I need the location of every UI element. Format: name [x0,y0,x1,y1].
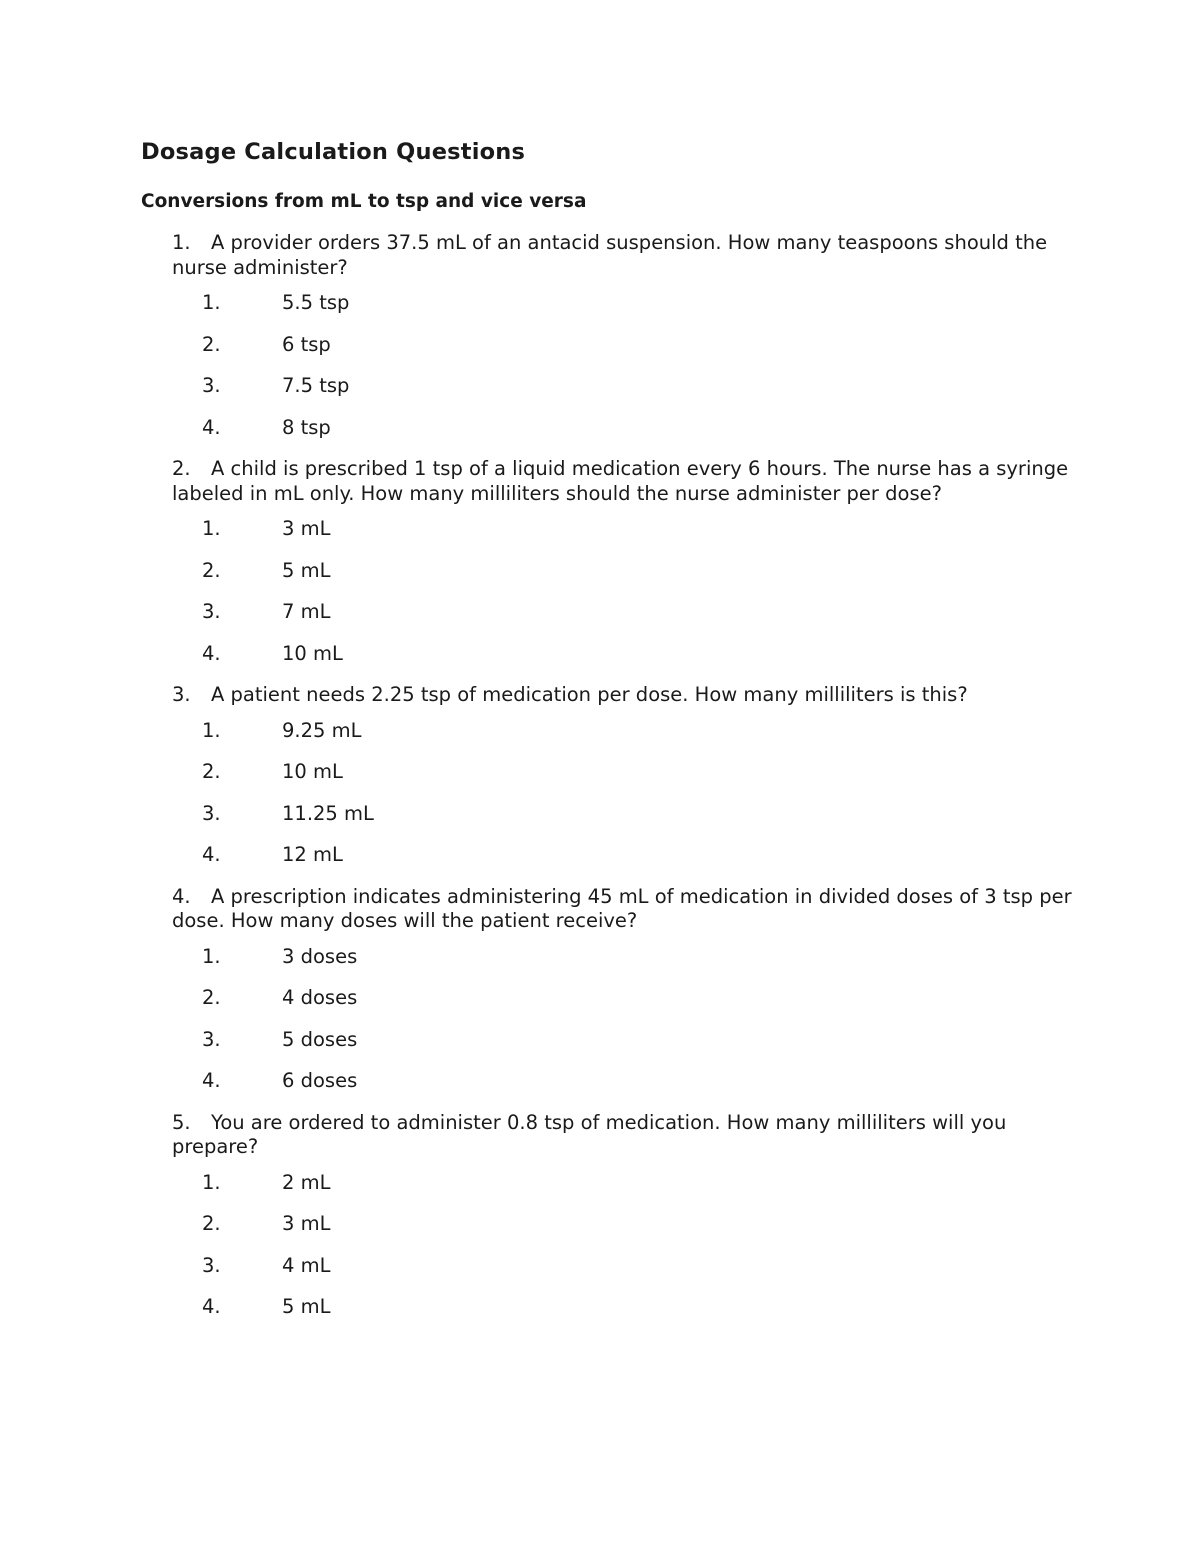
option-text: 8 tsp [282,415,331,439]
option-number: 3. [202,801,221,825]
option-text: 7 mL [282,600,331,623]
question-body: A provider orders 37.5 mL of an antacid suspension. How many teaspoons should the nurse administer? [172,231,1048,279]
answer-option [172,642,1072,667]
option-text: 5 doses [282,1027,358,1051]
question-number: 2. [172,457,191,480]
option-text: 10 mL [282,760,343,783]
option-text: 10 mL [282,641,343,665]
question-1 [172,231,1072,440]
question-number: 1. [172,231,191,254]
answer-option [172,517,1072,542]
option-number: 2. [202,332,221,356]
option-text: 5.5 tsp [282,291,350,314]
answer-option [172,333,1072,358]
option-number: 4. [202,1295,221,1318]
answer-option [172,802,1072,827]
answer-option [172,291,1072,316]
option-number: 3. [202,600,221,623]
answer-options [172,945,1072,1094]
option-text: 6 tsp [282,332,331,356]
option-number: 2. [202,1212,221,1235]
option-number: 1. [202,291,221,314]
option-text: 2 mL [282,1170,331,1194]
question-text [172,231,1072,280]
document-title: Dosage Calculation Questions [141,139,526,165]
section-heading: Conversions from mL to tsp and vice versa [141,191,587,212]
option-number: 4. [202,843,221,866]
answer-option [172,843,1072,868]
option-number: 4. [202,641,221,665]
option-text: 7.5 tsp [282,374,350,397]
question-list [172,231,1072,1337]
option-text: 9.25 mL [282,718,362,742]
answer-option [172,1212,1072,1237]
option-number: 4. [202,1069,221,1092]
option-text: 5 mL [282,558,331,582]
option-number: 3. [202,1027,221,1051]
option-number: 3. [202,374,221,397]
option-text: 3 doses [282,944,358,968]
option-text: 5 mL [282,1295,331,1318]
question-number: 5. [172,1110,191,1134]
question-text [172,1111,1072,1160]
question-body: You are ordered to administer 0.8 tsp of medication. How many milliliters will you prepare? [172,1110,1007,1158]
option-number: 4. [202,415,221,439]
answer-options [172,1171,1072,1320]
answer-option [172,1295,1072,1320]
answer-option [172,1028,1072,1053]
question-body: A patient needs 2.25 tsp of medication per dose. How many milliliters is this? [211,683,968,706]
option-text: 3 mL [282,1212,331,1235]
option-number: 2. [202,558,221,582]
question-body: A child is prescribed 1 tsp of a liquid medication every 6 hours. The nurse has a syringe labeled in mL only. How many milliliters should the nurse administer per dose? [172,457,1069,505]
question-2 [172,457,1072,666]
answer-option [172,416,1072,441]
option-number: 1. [202,944,221,968]
answer-option [172,600,1072,625]
option-number: 1. [202,1170,221,1194]
option-number: 1. [202,517,221,540]
answer-option [172,760,1072,785]
answer-option [172,945,1072,970]
question-text [172,683,1072,708]
answer-option [172,1069,1072,1094]
option-text: 4 mL [282,1253,331,1277]
answer-option [172,1171,1072,1196]
option-text: 11.25 mL [282,801,374,825]
question-body: A prescription indicates administering 45 mL of medication in divided doses of 3 tsp per dose. How many doses will the patient receive? [172,884,1072,932]
answer-options [172,291,1072,440]
question-text [172,885,1072,934]
answer-option [172,374,1072,399]
option-number: 1. [202,718,221,742]
question-5 [172,1111,1072,1320]
option-number: 3. [202,1253,221,1277]
question-number: 4. [172,884,191,908]
option-text: 3 mL [282,517,331,540]
answer-options [172,719,1072,868]
question-4 [172,885,1072,1094]
answer-option [172,1254,1072,1279]
option-number: 2. [202,760,221,783]
answer-option [172,986,1072,1011]
question-3 [172,683,1072,868]
question-number: 3. [172,683,191,706]
answer-options [172,517,1072,666]
option-text: 4 doses [282,986,358,1009]
option-text: 12 mL [282,843,343,866]
answer-option [172,559,1072,584]
option-text: 6 doses [282,1069,358,1092]
question-text [172,457,1072,506]
answer-option [172,719,1072,744]
option-number: 2. [202,986,221,1009]
